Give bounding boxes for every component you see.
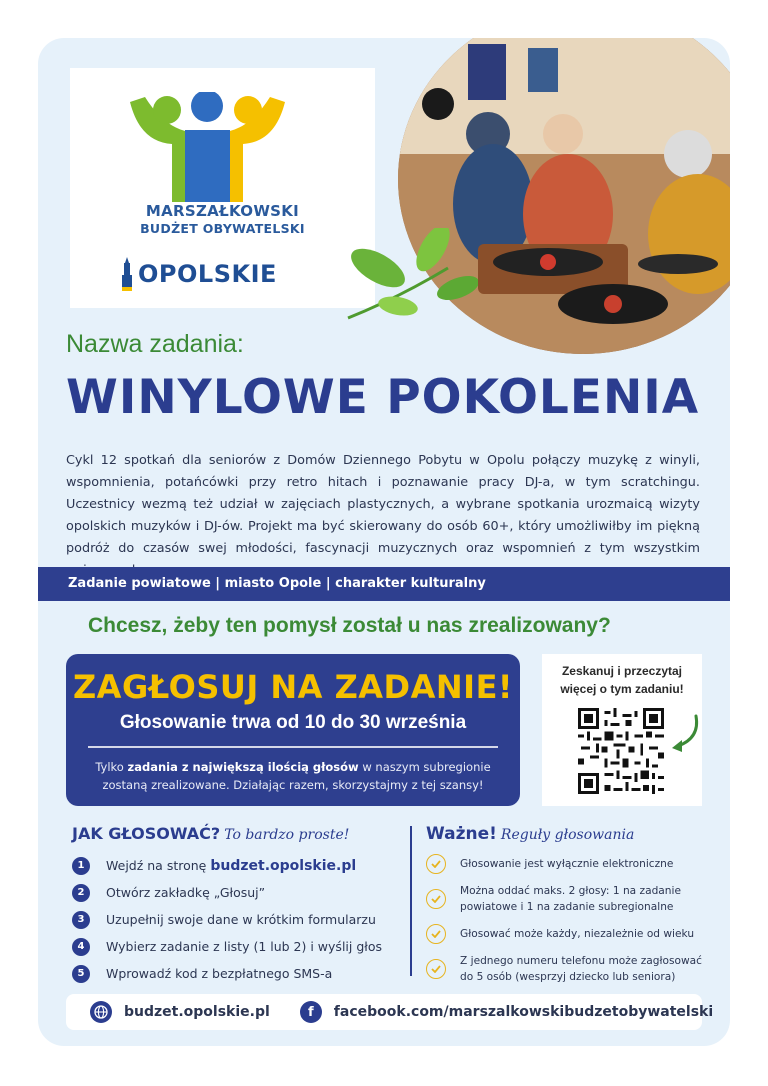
check-icon <box>426 924 446 944</box>
vote-step <box>72 960 407 987</box>
website-link[interactable]: budzet.opolskie.pl <box>124 1004 270 1020</box>
budget-logo-figures <box>110 92 305 202</box>
vote-note-rest: w naszym subregionie zostaną zrealizowane. Działając razem, skorzystajmy z tej szansy! <box>102 760 491 792</box>
facebook-link[interactable]: facebook.com/marszalkowskibudzetobywatelski <box>333 1004 714 1020</box>
rule-item <box>426 854 716 874</box>
footer-website[interactable] <box>90 1001 270 1023</box>
poster <box>38 38 730 1046</box>
vote-note <box>88 758 498 794</box>
facebook-icon: f <box>300 1001 322 1023</box>
how-to-vote-subtitle: To bardzo proste! <box>224 827 350 843</box>
check-icon <box>426 889 446 909</box>
vote-steps-list <box>72 852 407 987</box>
task-title: WINYLOWE POKOLENIA <box>66 370 700 425</box>
rule-text: Głosowanie jest wyłącznie elektroniczne <box>460 858 674 870</box>
step-text: Wejdź na stronę <box>106 858 207 873</box>
budget-website-link[interactable]: budzet.opolskie.pl <box>210 857 357 874</box>
qr-code[interactable] <box>578 708 664 794</box>
task-description: Cykl 12 spotkań dla seniorów z Domów Dziennego Pobytu w Opolu połączy muzykę z winyli, wspomnienia, potańcówki przy retro hitach i poznawanie pracy DJ-a, w tym scratchingu. Uczestnicy wezmą też udział w zajęciach plastycznych, a wybrane spotkania urozmaicą wizyty opolskich muzyków i DJ-ów. Projekt ma być skierowany do osób 60+, który umożliwiłby im piękną podróż do czasów swej młodości, fascynacji muzycznych oraz wspomnień z tym wszystkim <box>66 453 700 556</box>
qr-caption-line1: Zeskanuj i przeczytaj <box>561 664 683 678</box>
step-number: 2 <box>72 884 90 902</box>
vote-note-emphasis: zadania z największą ilością głosów <box>127 760 359 774</box>
rule-item <box>426 953 716 985</box>
step-text: Uzupełnij swoje dane w krótkim formularzu <box>106 912 376 927</box>
logo-panel <box>70 68 375 308</box>
region-name: OPOLSKIE <box>138 260 277 288</box>
how-to-vote-heading: JAK GŁOSOWAĆ? <box>72 824 221 843</box>
how-to-vote-title <box>72 824 349 843</box>
vote-step <box>72 933 407 960</box>
check-icon <box>426 854 446 874</box>
footer-bar <box>66 994 714 1030</box>
logo-title-line1: MARSZAŁKOWSKI <box>145 202 300 220</box>
vote-step <box>72 906 407 933</box>
vote-title: ZAGŁOSUJ NA ZADANIE! <box>72 668 514 706</box>
call-to-action-question: Chcesz, żeby ten pomysł został u nas zrealizowany? <box>88 614 611 637</box>
leaves-decoration-icon <box>338 228 478 328</box>
qr-card <box>542 654 702 806</box>
region-logo <box>120 256 277 292</box>
vote-note-prefix: Tylko <box>95 760 128 774</box>
check-icon <box>426 959 446 979</box>
rule-text: Głosować może każdy, niezależnie od wieku <box>460 928 695 940</box>
task-info-bar: Zadanie powiatowe | miasto Opole | charakter kulturalny <box>38 567 730 601</box>
section-divider <box>410 826 412 976</box>
vote-box <box>66 654 520 806</box>
qr-caption <box>542 662 702 698</box>
globe-icon <box>90 1001 112 1023</box>
rules-heading: Ważne! <box>426 824 497 844</box>
step-number: 3 <box>72 911 90 929</box>
step-number: 1 <box>72 857 90 875</box>
qr-caption-line2: więcej o tym zadaniu! <box>560 682 684 696</box>
step-number: 4 <box>72 938 90 956</box>
divider-line <box>88 746 498 748</box>
rules-subtitle: Reguły głosowania <box>500 827 635 843</box>
vote-step <box>72 879 407 906</box>
step-number: 5 <box>72 965 90 983</box>
tower-icon <box>120 257 134 291</box>
rule-text: Z jednego numeru telefonu może zagłosować do 5 osób (wesprzyj dziecko lub seniora) <box>460 955 702 983</box>
step-text: Wybierz zadanie z listy (1 lub 2) i wyślij głos <box>106 939 382 954</box>
rules-list <box>426 854 716 994</box>
vote-dates: Głosowanie trwa od 10 do 30 września <box>119 712 467 733</box>
logo-title-line2: BUDŻET OBYWATELSKI <box>140 221 305 236</box>
rule-text: Można oddać maks. 2 głosy: 1 na zadanie powiatowe i 1 na zadanie subregionalne <box>460 885 681 913</box>
step-text: Wprowadź kod z bezpłatnego SMS-a <box>106 966 333 981</box>
curved-arrow-icon <box>668 714 702 754</box>
vote-step <box>72 852 407 879</box>
step-text: Otwórz zakładkę „Głosuj” <box>106 885 266 900</box>
task-label: Nazwa zadania: <box>66 330 244 358</box>
rules-title <box>426 824 634 844</box>
rule-item <box>426 883 716 915</box>
rule-item <box>426 924 716 944</box>
footer-facebook[interactable] <box>300 1001 713 1023</box>
